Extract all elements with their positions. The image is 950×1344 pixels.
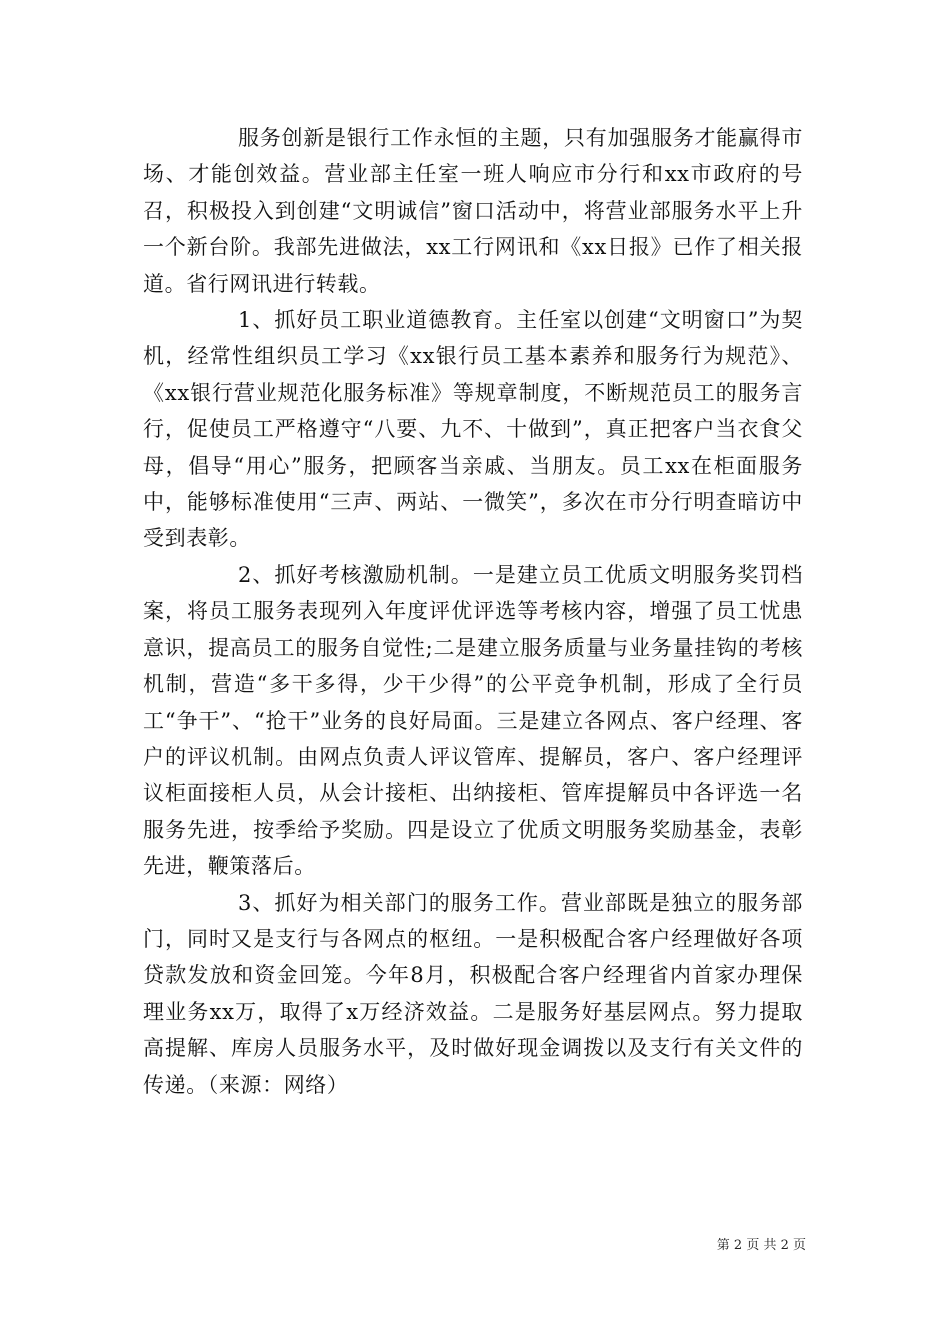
paragraph-item-1: 1、抓好员工职业道德教育。主任室以创建“文明窗口”为契机，经常性组织员工学习《xx银行员工基本素养和服务行为规范》、《xx银行营业规范化服务标准》等规章制度，不断规范员工的服务言行，促使员工严格遵守“八要、九不、十做到”，真正把客户当衣食父母，倡导“用心”服务，把顾客当亲戚、当朋友。员工xx在柜面服务中，能够标准使用“三声、两站、一微笑”，多次在市分行明查暗访中受到表彰。 — [143, 308, 803, 551]
document-body — [143, 120, 803, 1103]
paragraph-intro: 服务创新是银行工作永恒的主题，只有加强服务才能赢得市场、才能创效益。营业部主任室一班人响应市分行和xx市政府的号召，积极投入到创建“文明诚信”窗口活动中，将营业部服务水平上升一个新台阶。我部先进做法，xx工行网讯和《xx日报》已作了相关报道。省行网讯进行转载。 — [143, 126, 803, 296]
paragraph-item-3: 3、抓好为相关部门的服务工作。营业部既是独立的服务部门，同时又是支行与各网点的枢纽。一是积极配合客户经理做好各项贷款发放和资金回笼。今年8月，积极配合客户经理省内首家办理保理业务xx万，取得了x万经济效益。二是服务好基层网点。努力提取高提解、库房人员服务水平，及时做好现金调拨以及支行有关文件的传递。（来源：网络） — [143, 890, 803, 1097]
paragraph-item-2: 2、抓好考核激励机制。一是建立员工优质文明服务奖罚档案，将员工服务表现列入年度评优评选等考核内容，增强了员工忧患意识，提高员工的服务自觉性;二是建立服务质量与业务量挂钩的考核机制，营造“多干多得，少干少得”的公平竞争机制，形成了全行员工“争干”、“抢干”业务的良好局面。三是建立各网点、客户经理、客户的评议机制。由网点负责人评议管库、提解员，客户、客户经理评议柜面接柜人员，从会计接柜、出纳接柜、管库提解员中各评选一名服务先进，按季给予奖励。四是设立了优质文明服务奖励基金，表彰先进，鞭策落后。 — [143, 562, 803, 879]
page-number-footer: 第 2 页 共 2 页 — [716, 1238, 806, 1253]
